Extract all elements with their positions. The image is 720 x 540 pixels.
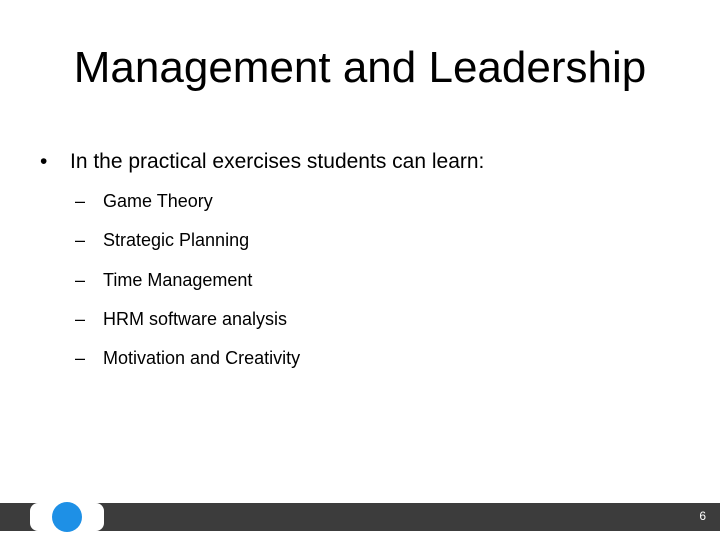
page-number: 6 [699,509,706,523]
sub-bullet-item [75,306,300,345]
dash-marker: – [75,269,86,290]
sub-bullet-list [75,188,300,384]
slide-title: Management and Leadership [73,43,647,92]
footer-bar [0,503,720,531]
sub-bullet-item [75,267,300,306]
dash-marker: – [75,348,86,369]
sub-bullet-text: Game Theory [103,191,213,211]
sub-bullet-item [75,227,300,266]
dash-marker: – [75,308,86,329]
sub-bullet-item [75,345,300,384]
bullet-marker: • [40,150,48,173]
accent-circle-icon [52,502,82,532]
sub-bullet-text: Time Management [103,269,253,290]
dash-marker: – [75,191,86,211]
sub-bullet-text: Strategic Planning [103,230,250,251]
main-bullet-text: In the practical exercises students can learn: [70,150,485,173]
dash-marker: – [75,230,86,251]
main-bullet [40,148,484,176]
sub-bullet-item [75,188,300,227]
sub-bullet-text: Motivation and Creativity [103,348,301,369]
sub-bullet-text: HRM software analysis [103,308,288,329]
